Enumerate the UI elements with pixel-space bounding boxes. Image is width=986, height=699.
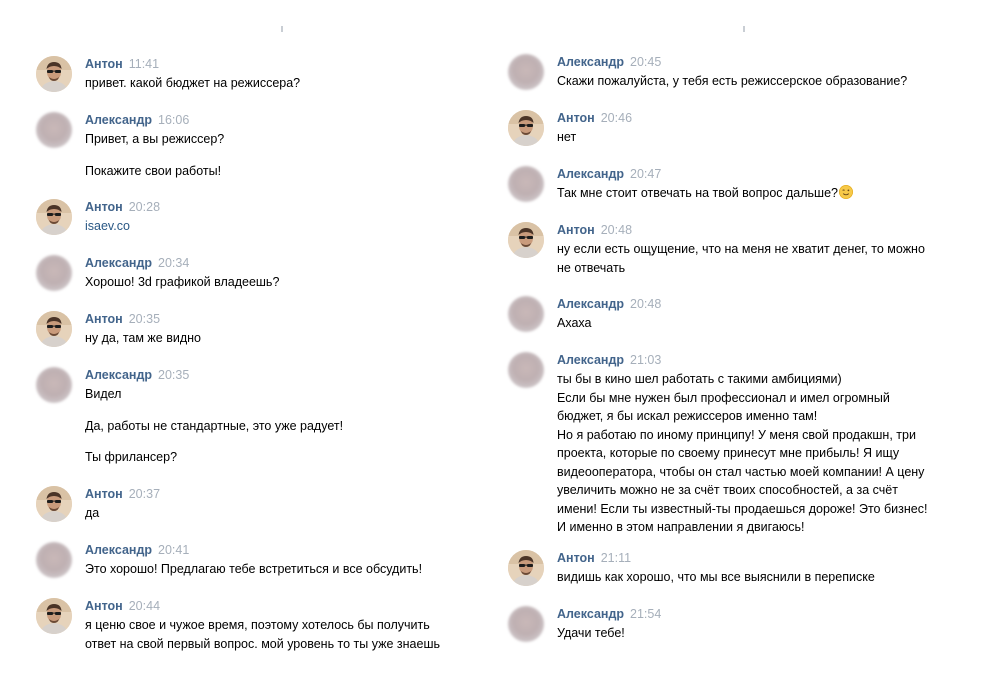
message-time[interactable]: 20:35	[128, 312, 161, 326]
author-name[interactable]: Александр	[557, 55, 625, 69]
message-text: видеооператора, чтобы он стал частью моей компании! А цену	[557, 464, 925, 479]
message-text: Если бы мне нужен был профессионал и имел огромный	[557, 390, 890, 405]
message-time[interactable]: 20:48	[600, 223, 633, 237]
message-text: ответ на свой первый вопрос. мой уровень то ты уже знаешь	[85, 636, 440, 651]
message-text: Видел	[85, 387, 122, 401]
message-time[interactable]: 21:03	[630, 353, 662, 367]
message-link[interactable]: isaev.co	[85, 219, 130, 233]
author-name[interactable]: Антон	[85, 487, 123, 501]
message-text: Привет, а вы режиссер?	[85, 132, 225, 146]
message-text: бюджет, я бы искал режиссеров именно там!	[557, 409, 818, 423]
alexander-avatar[interactable]	[36, 542, 72, 578]
message-text: я ценю свое и чужое время, поэтому хотелось бы получить	[85, 618, 430, 632]
message-text	[557, 184, 853, 203]
alexander-avatar[interactable]	[508, 54, 544, 90]
message-text: ну если есть ощущение, что на меня не хватит денег, то можно	[557, 242, 925, 256]
alexander-avatar[interactable]	[508, 606, 544, 642]
message-text: проекта, которые по своему принесут мне прибыль! Я ищу	[557, 446, 900, 460]
author-name[interactable]: Александр	[85, 113, 153, 127]
author-name[interactable]: Антон	[557, 551, 595, 565]
message-text: Это хорошо! Предлагаю тебе встретиться и все обсудить!	[85, 562, 423, 576]
alexander-avatar[interactable]	[508, 166, 544, 202]
author-name[interactable]: Антон	[85, 312, 123, 326]
message-text: имени! Если ты известный-ты продаешься дороже! Это бизнес!	[557, 501, 928, 516]
author-name[interactable]: Александр	[85, 256, 153, 270]
message-text-content: Так мне стоит отвечать на твой вопрос дальше?	[557, 186, 838, 200]
alexander-avatar[interactable]	[508, 296, 544, 332]
message-text: Но я работаю по иному принципу! У меня свой продакшн, три	[557, 427, 916, 442]
alexander-avatar[interactable]	[508, 352, 544, 388]
anton-avatar[interactable]	[36, 56, 72, 92]
message-time[interactable]: 20:47	[630, 167, 662, 181]
message-time[interactable]: 20:37	[128, 487, 161, 501]
message-time[interactable]: 11:41	[128, 57, 160, 71]
message-text: ты бы в кино шел работать с такими амбициями)	[557, 372, 842, 386]
message-time[interactable]: 20:35	[158, 368, 190, 382]
message-text: нет	[557, 130, 577, 144]
anton-avatar[interactable]	[36, 486, 72, 522]
author-name[interactable]: Антон	[85, 57, 123, 71]
message-text: увеличить можно не за счёт твоих способностей, а за счёт	[557, 483, 898, 497]
message-text: Ахаха	[557, 316, 592, 330]
message-text: Удачи тебе!	[557, 626, 625, 640]
message-text: да	[85, 506, 100, 520]
message-text: не отвечать	[557, 260, 626, 275]
message-text: Скажи пожалуйста, у тебя есть режиссерское образование?	[557, 74, 908, 88]
author-name[interactable]: Александр	[557, 353, 625, 367]
message-text: Покажите свои работы!	[85, 163, 222, 178]
anton-avatar[interactable]	[508, 222, 544, 258]
scroll-mark-right	[743, 26, 745, 32]
message-time[interactable]: 20:44	[128, 599, 161, 613]
message-time[interactable]: 21:11	[600, 551, 632, 565]
alexander-avatar[interactable]	[36, 112, 72, 148]
author-name[interactable]: Александр	[557, 167, 625, 181]
alexander-avatar[interactable]	[36, 367, 72, 403]
author-name[interactable]: Александр	[557, 607, 625, 621]
message-time[interactable]: 20:45	[630, 55, 662, 69]
author-name[interactable]: Антон	[557, 223, 595, 237]
message-text: Хорошо! 3d графикой владеешь?	[85, 275, 280, 289]
message-time[interactable]: 20:28	[128, 200, 161, 214]
message-text: Да, работы не стандартные, это уже радует!	[85, 418, 344, 433]
anton-avatar[interactable]	[508, 550, 544, 586]
author-name[interactable]: Антон	[557, 111, 595, 125]
author-name[interactable]: Александр	[85, 543, 153, 557]
author-name[interactable]: Антон	[85, 599, 123, 613]
message-text: ну да, там же видно	[85, 331, 201, 345]
message-text: Ты фрилансер?	[85, 450, 178, 464]
message-text: И именно в этом направлении я двигаюсь!	[557, 520, 805, 534]
winking-face-icon	[839, 185, 853, 199]
message-time[interactable]: 16:06	[158, 113, 190, 127]
message-text: привет. какой бюджет на режиссера?	[85, 76, 301, 90]
anton-avatar[interactable]	[508, 110, 544, 146]
message-time[interactable]: 20:46	[600, 111, 633, 125]
anton-avatar[interactable]	[36, 199, 72, 235]
message-time[interactable]: 20:34	[158, 256, 190, 270]
author-name[interactable]: Александр	[85, 368, 153, 382]
message-text: видишь как хорошо, что мы все выяснили в переписке	[557, 570, 875, 584]
message-time[interactable]: 21:54	[630, 607, 662, 621]
author-name[interactable]: Антон	[85, 200, 123, 214]
anton-avatar[interactable]	[36, 598, 72, 634]
message-time[interactable]: 20:41	[158, 543, 190, 557]
scroll-mark-left	[281, 26, 283, 32]
message-time[interactable]: 20:48	[630, 297, 662, 311]
alexander-avatar[interactable]	[36, 255, 72, 291]
anton-avatar[interactable]	[36, 311, 72, 347]
author-name[interactable]: Александр	[557, 297, 625, 311]
